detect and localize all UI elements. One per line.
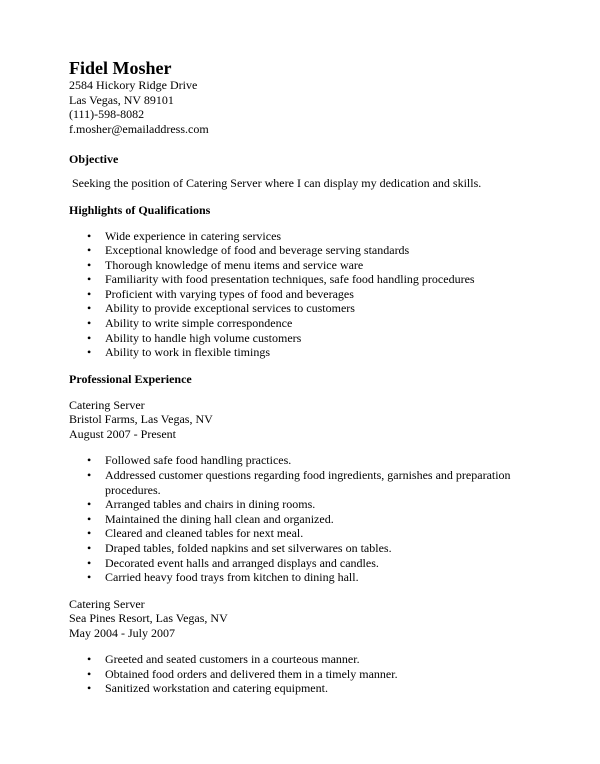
- job-dates: May 2004 - July 2007: [69, 625, 175, 640]
- list-item: • Maintained the dining hall clean and organized.: [87, 511, 334, 526]
- list-item: • Followed safe food handling practices.: [87, 453, 292, 468]
- bullet-icon: •: [87, 453, 92, 468]
- list-item: • Cleared and cleaned tables for next meal.: [87, 526, 304, 541]
- bullet-icon: •: [87, 497, 92, 512]
- job-entry: [69, 398, 569, 585]
- list-item: • Obtained food orders and delivered them in a timely manner.: [87, 666, 398, 681]
- list-item: • Wide experience in catering services: [87, 228, 282, 243]
- bullet-icon: •: [87, 652, 92, 667]
- bullet-icon: •: [87, 345, 92, 360]
- list-item: • Arranged tables and chairs in dining rooms.: [87, 497, 316, 512]
- job-duties-list: [69, 652, 569, 696]
- list-item: • Sanitized workstation and catering equipment.: [87, 681, 328, 696]
- candidate-name: Fidel Mosher: [69, 58, 172, 78]
- bullet-icon: •: [87, 570, 92, 585]
- bullet-icon: •: [87, 257, 92, 272]
- bullet-icon: •: [87, 681, 92, 696]
- job-entry: [69, 597, 569, 696]
- bullet-icon: •: [87, 228, 92, 243]
- job-title: Catering Server: [69, 596, 145, 611]
- objective-section: [69, 152, 569, 191]
- job-employer: Bristol Farms, Las Vegas, NV: [69, 412, 213, 427]
- list-item: • Exceptional knowledge of food and beverage serving standards: [87, 243, 410, 258]
- objective-heading: Objective: [69, 152, 119, 166]
- resume-page: [69, 58, 569, 696]
- list-item: • Ability to work in flexible timings: [87, 345, 270, 360]
- experience-section: [69, 372, 569, 696]
- list-item: • Draped tables, folded napkins and set silverwares on tables.: [87, 540, 392, 555]
- list-item: • Addressed customer questions regarding food ingredients, garnishes and preparation procedures.: [87, 467, 511, 497]
- bullet-icon: •: [87, 666, 92, 681]
- bullet-icon: •: [87, 555, 92, 570]
- highlights-section: [69, 203, 569, 360]
- bullet-icon: •: [87, 301, 92, 316]
- list-item: • Thorough knowledge of menu items and service ware: [87, 257, 364, 272]
- bullet-icon: •: [87, 511, 92, 526]
- list-item: • Familiarity with food presentation techniques, safe food handling procedures: [87, 272, 475, 287]
- job-dates: August 2007 - Present: [69, 426, 176, 441]
- bullet-icon: •: [87, 526, 92, 541]
- resume-header: [69, 58, 569, 136]
- bullet-icon: •: [87, 286, 92, 301]
- city-state-zip: Las Vegas, NV 89101: [69, 92, 174, 107]
- list-item: • Carried heavy food trays from kitchen to dining hall.: [87, 570, 359, 585]
- list-item: • Ability to handle high volume customers: [87, 330, 302, 345]
- bullet-icon: •: [87, 540, 92, 555]
- job-employer: Sea Pines Resort, Las Vegas, NV: [69, 611, 228, 626]
- list-item: • Greeted and seated customers in a courteous manner.: [87, 652, 360, 667]
- highlights-list: [69, 229, 569, 360]
- experience-heading: Professional Experience: [69, 371, 192, 386]
- objective-text: Seeking the position of Catering Server where I can display my dedication and skills.: [69, 176, 482, 190]
- email-address: f.mosher@emailaddress.com: [69, 121, 209, 136]
- bullet-icon: •: [87, 272, 92, 287]
- list-item: • Proficient with varying types of food and beverages: [87, 286, 354, 301]
- list-item: • Decorated event halls and arranged displays and candles.: [87, 555, 379, 570]
- bullet-icon: •: [87, 467, 92, 482]
- phone-number: (111)-598-8082: [69, 107, 145, 121]
- list-item: • Ability to write simple correspondence: [87, 316, 293, 331]
- street-address: 2584 Hickory Ridge Drive: [69, 78, 198, 92]
- job-duties-list: [69, 453, 569, 584]
- bullet-icon: •: [87, 316, 92, 331]
- highlights-heading: Highlights of Qualifications: [69, 202, 211, 217]
- job-title: Catering Server: [69, 397, 145, 412]
- bullet-icon: •: [87, 330, 92, 345]
- bullet-icon: •: [87, 243, 92, 258]
- list-item: • Ability to provide exceptional services to customers: [87, 301, 355, 316]
